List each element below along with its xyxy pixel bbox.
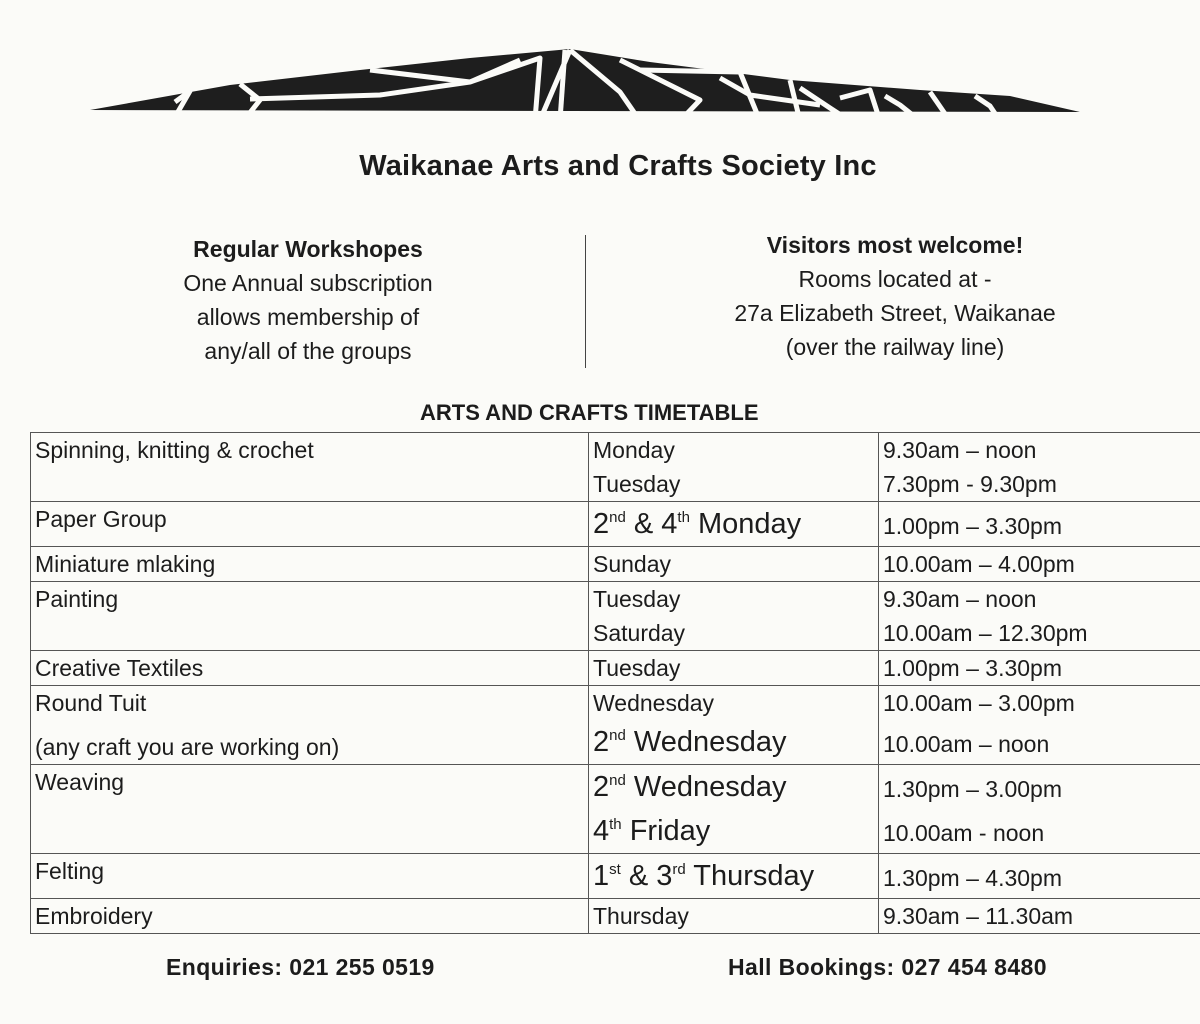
- timetable-title: ARTS AND CRAFTS TIMETABLE: [420, 400, 759, 425]
- activity-name: Embroidery: [35, 903, 153, 929]
- time-range: 10.00am – noon: [883, 731, 1050, 757]
- time-cell: [879, 854, 1200, 899]
- day-cell: [589, 433, 879, 502]
- page-title: Waikanae Arts and Crafts Society Inc: [359, 150, 877, 182]
- time-range: 10.00am - noon: [883, 820, 1045, 846]
- visitors-info: [690, 228, 1100, 364]
- time-range: 10.00am – 4.00pm: [883, 551, 1075, 577]
- time-range: 9.30am – 11.30am: [883, 903, 1074, 929]
- activity-name: (any craft you are working on): [35, 734, 340, 760]
- time-range: 10.00am – 12.30pm: [883, 620, 1088, 646]
- day-cell: [589, 582, 879, 651]
- day-text: Tuesday: [593, 655, 681, 681]
- day-text: Sunday: [593, 551, 672, 577]
- workshops-line: One Annual subscription: [183, 270, 433, 296]
- day-cell: [589, 547, 879, 582]
- day-text: Tuesday: [593, 586, 681, 612]
- activity-name: Creative Textiles: [35, 655, 204, 681]
- day-text: Saturday: [593, 620, 686, 646]
- activity-cell: [31, 547, 589, 582]
- time-cell: [879, 547, 1200, 582]
- activity-name: Miniature mlaking: [35, 551, 216, 577]
- time-range: 1.00pm – 3.30pm: [883, 513, 1063, 539]
- day-cell: [589, 899, 879, 934]
- time-cell: [879, 765, 1200, 854]
- column-divider: [585, 235, 586, 368]
- day-text: Thursday: [593, 903, 689, 929]
- table-row: [31, 651, 1200, 686]
- visitors-line: (over the railway line): [785, 334, 1005, 360]
- activity-name: Painting: [35, 586, 119, 612]
- day-cell: [589, 854, 879, 899]
- day-text: 2nd Wednesday: [593, 771, 787, 803]
- activity-cell: [31, 765, 589, 854]
- time-cell: [879, 651, 1200, 686]
- activity-name: Felting: [35, 858, 105, 884]
- time-cell: [879, 686, 1200, 765]
- day-text: 2nd & 4th Monday: [593, 508, 802, 540]
- table-row: [31, 433, 1200, 502]
- activity-name: Round Tuit: [35, 690, 147, 716]
- time-range: 1.30pm – 4.30pm: [883, 865, 1063, 891]
- table-row: [31, 899, 1200, 934]
- visitors-line: Rooms located at -: [798, 266, 992, 292]
- day-text: 2nd Wednesday: [593, 726, 787, 758]
- activity-cell: [31, 651, 589, 686]
- table-row: [31, 502, 1200, 547]
- day-cell: [589, 765, 879, 854]
- time-range: 1.30pm – 3.00pm: [883, 776, 1063, 802]
- table-row: [31, 547, 1200, 582]
- activity-cell: [31, 582, 589, 651]
- visitors-line: 27a Elizabeth Street, Waikanae: [734, 300, 1056, 326]
- activity-name: Paper Group: [35, 506, 167, 532]
- day-text: Tuesday: [593, 471, 681, 497]
- activity-cell: [31, 899, 589, 934]
- day-text: Wednesday: [593, 690, 715, 716]
- day-text: Monday: [593, 437, 675, 463]
- enquiries-contact: Enquiries: 021 255 0519: [166, 954, 435, 980]
- day-cell: [589, 502, 879, 547]
- time-range: 9.30am – noon: [883, 437, 1037, 463]
- timetable: [30, 432, 1200, 934]
- time-range: 9.30am – noon: [883, 586, 1037, 612]
- time-range: 1.00pm – 3.30pm: [883, 655, 1063, 681]
- workshops-info: [110, 232, 506, 368]
- mountain-logo: [0, 0, 1200, 140]
- time-cell: [879, 582, 1200, 651]
- time-cell: [879, 502, 1200, 547]
- workshops-line: any/all of the groups: [204, 338, 412, 364]
- time-cell: [879, 899, 1200, 934]
- activity-cell: [31, 854, 589, 899]
- time-cell: [879, 433, 1200, 502]
- workshops-heading: Regular Workshopes: [193, 236, 423, 262]
- activity-cell: [31, 686, 589, 765]
- day-text: 1st & 3rd Thursday: [593, 860, 815, 892]
- activity-name: Spinning, knitting & crochet: [35, 437, 314, 463]
- activity-cell: [31, 433, 589, 502]
- activity-cell: [31, 502, 589, 547]
- hall-bookings-contact: Hall Bookings: 027 454 8480: [728, 954, 1047, 980]
- table-row: [31, 765, 1200, 854]
- day-text: 4th Friday: [593, 815, 711, 847]
- visitors-heading: Visitors most welcome!: [766, 232, 1024, 258]
- time-range: 7.30pm - 9.30pm: [883, 471, 1057, 497]
- table-row: [31, 854, 1200, 899]
- table-row: [31, 582, 1200, 651]
- day-cell: [589, 686, 879, 765]
- workshops-line: allows membership of: [196, 304, 420, 330]
- time-range: 10.00am – 3.00pm: [883, 690, 1075, 716]
- day-cell: [589, 651, 879, 686]
- activity-name: Weaving: [35, 769, 125, 795]
- table-row: [31, 686, 1200, 765]
